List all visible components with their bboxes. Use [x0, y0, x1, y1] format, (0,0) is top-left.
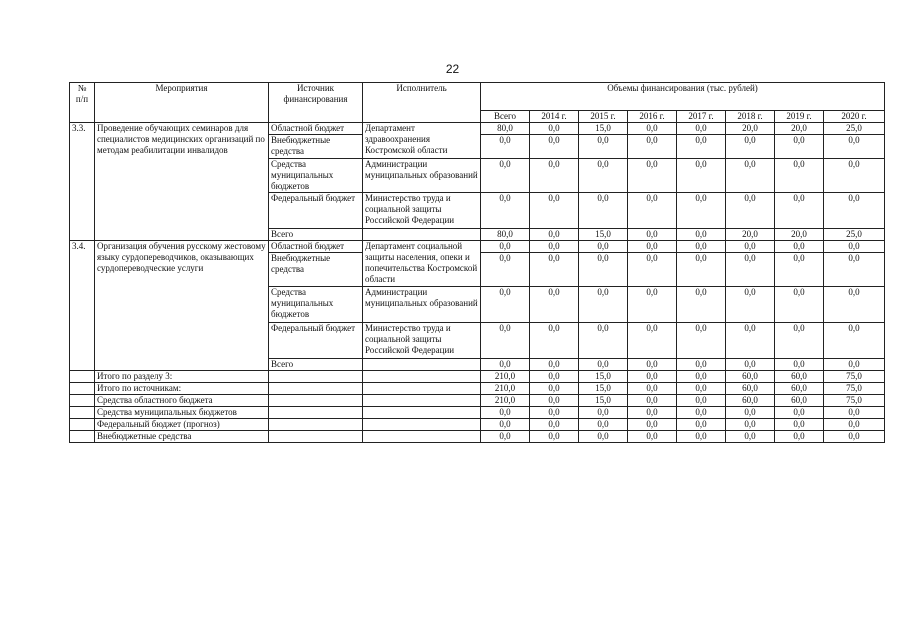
- value-year: 0,0: [530, 383, 579, 395]
- header-num-label: № п/п: [75, 83, 89, 104]
- value-year: 0,0: [530, 407, 579, 419]
- header-year: 2020 г.: [824, 111, 885, 123]
- value-year: 0,0: [677, 431, 726, 443]
- value-year: 0,0: [628, 359, 677, 371]
- value-total: 0,0: [481, 135, 530, 159]
- value-year: 0,0: [677, 253, 726, 287]
- value-year: 0,0: [677, 229, 726, 241]
- totals-label: Федеральный бюджет (прогноз): [95, 419, 269, 431]
- value-year: 60,0: [775, 395, 824, 407]
- empty-cell: [269, 407, 363, 419]
- header-num: [70, 83, 95, 123]
- header-year: 2019 г.: [775, 111, 824, 123]
- value-year: 0,0: [824, 359, 885, 371]
- executor: Администрации муниципальных образований: [363, 159, 481, 193]
- value-year: 15,0: [579, 123, 628, 135]
- table-row: [70, 123, 885, 135]
- totals-row: [70, 383, 885, 395]
- value-year: 0,0: [628, 241, 677, 253]
- value-year: 75,0: [824, 371, 885, 383]
- value-year: 60,0: [726, 383, 775, 395]
- header-total: Всего: [481, 111, 530, 123]
- value-year: 25,0: [824, 229, 885, 241]
- funding-source: Областной бюджет: [269, 123, 363, 135]
- value-total: 0,0: [481, 253, 530, 287]
- header-source: Источник финансирования: [269, 83, 363, 123]
- empty-cell: [363, 419, 481, 431]
- value-year: 0,0: [530, 241, 579, 253]
- value-year: 60,0: [775, 371, 824, 383]
- executor: Департамент здравоохранения Костромской области: [363, 123, 481, 159]
- value-year: 0,0: [579, 431, 628, 443]
- value-total: 210,0: [481, 383, 530, 395]
- totals-row: [70, 371, 885, 383]
- value-year: 0,0: [628, 193, 677, 229]
- header-event: Мероприятия: [95, 83, 269, 123]
- value-year: 0,0: [824, 193, 885, 229]
- funding-source: Федеральный бюджет: [269, 193, 363, 229]
- page-number: 22: [445, 62, 460, 76]
- value-total: 0,0: [481, 159, 530, 193]
- header-funding: Объемы финансирования (тыс. рублей): [481, 83, 885, 111]
- value-year: 0,0: [775, 407, 824, 419]
- value-year: 0,0: [726, 323, 775, 359]
- value-total: 0,0: [481, 431, 530, 443]
- executor: [363, 359, 481, 371]
- value-year: 0,0: [726, 359, 775, 371]
- value-year: 15,0: [579, 395, 628, 407]
- value-year: 0,0: [579, 419, 628, 431]
- value-year: 0,0: [677, 323, 726, 359]
- value-year: 15,0: [579, 229, 628, 241]
- header-year: 2017 г.: [677, 111, 726, 123]
- value-year: 0,0: [579, 193, 628, 229]
- value-year: 0,0: [726, 241, 775, 253]
- value-year: 0,0: [628, 383, 677, 395]
- executor: Министерство труда и социальной защиты Российской Федерации: [363, 323, 481, 359]
- value-year: 0,0: [775, 431, 824, 443]
- value-year: 0,0: [530, 395, 579, 407]
- executor: [363, 229, 481, 241]
- value-year: 0,0: [530, 135, 579, 159]
- value-year: 75,0: [824, 383, 885, 395]
- value-year: 0,0: [824, 407, 885, 419]
- header-executor: Исполнитель: [363, 83, 481, 123]
- value-year: 60,0: [775, 383, 824, 395]
- value-year: 0,0: [824, 159, 885, 193]
- value-year: 15,0: [579, 383, 628, 395]
- value-year: 0,0: [530, 253, 579, 287]
- empty-cell: [70, 419, 95, 431]
- value-year: 0,0: [775, 135, 824, 159]
- value-year: 0,0: [775, 193, 824, 229]
- value-year: 75,0: [824, 395, 885, 407]
- value-year: 0,0: [775, 359, 824, 371]
- empty-cell: [70, 431, 95, 443]
- empty-cell: [269, 395, 363, 407]
- empty-cell: [363, 395, 481, 407]
- value-year: 0,0: [677, 419, 726, 431]
- value-year: 0,0: [677, 383, 726, 395]
- empty-cell: [70, 371, 95, 383]
- value-year: 0,0: [579, 407, 628, 419]
- value-year: 0,0: [726, 419, 775, 431]
- header-year: 2018 г.: [726, 111, 775, 123]
- totals-row: [70, 395, 885, 407]
- value-year: 0,0: [677, 159, 726, 193]
- value-year: 20,0: [726, 123, 775, 135]
- totals-label: Средства областного бюджета: [95, 395, 269, 407]
- value-year: 0,0: [824, 431, 885, 443]
- totals-label: Итого по источникам:: [95, 383, 269, 395]
- value-total: 0,0: [481, 241, 530, 253]
- value-year: 0,0: [824, 419, 885, 431]
- value-year: 0,0: [824, 253, 885, 287]
- empty-cell: [269, 371, 363, 383]
- value-total: 0,0: [481, 419, 530, 431]
- value-total: 210,0: [481, 371, 530, 383]
- empty-cell: [70, 407, 95, 419]
- empty-cell: [269, 419, 363, 431]
- value-year: 0,0: [677, 193, 726, 229]
- totals-row: [70, 407, 885, 419]
- value-year: 0,0: [628, 323, 677, 359]
- totals-label: Внебюджетные средства: [95, 431, 269, 443]
- value-year: 0,0: [726, 159, 775, 193]
- value-year: 0,0: [628, 371, 677, 383]
- value-total: 0,0: [481, 287, 530, 323]
- funding-source: Средства муниципальных бюджетов: [269, 159, 363, 193]
- value-year: 0,0: [677, 135, 726, 159]
- value-year: 0,0: [677, 371, 726, 383]
- value-year: 0,0: [775, 241, 824, 253]
- value-year: 0,0: [530, 431, 579, 443]
- value-year: 0,0: [824, 323, 885, 359]
- funding-source: Всего: [269, 229, 363, 241]
- totals-row: [70, 431, 885, 443]
- value-year: 0,0: [628, 395, 677, 407]
- value-year: 0,0: [726, 253, 775, 287]
- value-year: 0,0: [530, 123, 579, 135]
- value-year: 0,0: [530, 159, 579, 193]
- value-year: 0,0: [530, 229, 579, 241]
- value-year: 0,0: [530, 287, 579, 323]
- empty-cell: [70, 395, 95, 407]
- empty-cell: [363, 383, 481, 395]
- value-total: 210,0: [481, 395, 530, 407]
- value-year: 0,0: [628, 431, 677, 443]
- value-year: 0,0: [677, 241, 726, 253]
- value-year: 0,0: [628, 253, 677, 287]
- value-year: 0,0: [775, 323, 824, 359]
- executor: Департамент социальной защиты населения, опеки и попечительства Костромской области: [363, 241, 481, 287]
- value-year: 0,0: [579, 159, 628, 193]
- funding-source: Всего: [269, 359, 363, 371]
- executor: Администрации муниципальных образований: [363, 287, 481, 323]
- value-total: 80,0: [481, 123, 530, 135]
- totals-label: Итого по разделу 3:: [95, 371, 269, 383]
- funding-source: Внебюджетные средства: [269, 253, 363, 287]
- funding-source: Областной бюджет: [269, 241, 363, 253]
- value-year: 0,0: [775, 287, 824, 323]
- value-year: 0,0: [530, 359, 579, 371]
- value-year: 0,0: [628, 123, 677, 135]
- header-year: 2015 г.: [579, 111, 628, 123]
- value-year: 0,0: [726, 135, 775, 159]
- event-title: Организация обучения русскому жестовому языку сурдопереводчиков, оказывающих сурдопереводческие услуги: [95, 241, 269, 371]
- value-total: 0,0: [481, 359, 530, 371]
- header-year: 2014 г.: [530, 111, 579, 123]
- value-year: 0,0: [628, 287, 677, 323]
- value-year: 0,0: [579, 253, 628, 287]
- header-year: 2016 г.: [628, 111, 677, 123]
- value-year: 0,0: [726, 431, 775, 443]
- value-year: 0,0: [824, 287, 885, 323]
- value-year: 0,0: [775, 159, 824, 193]
- value-year: 0,0: [628, 407, 677, 419]
- table-row: [70, 241, 885, 253]
- value-year: 20,0: [726, 229, 775, 241]
- value-year: 0,0: [628, 419, 677, 431]
- value-year: 0,0: [775, 253, 824, 287]
- value-year: 0,0: [824, 135, 885, 159]
- value-year: 60,0: [726, 371, 775, 383]
- value-year: 0,0: [530, 323, 579, 359]
- funding-source: Средства муниципальных бюджетов: [269, 287, 363, 323]
- value-year: 0,0: [775, 419, 824, 431]
- value-year: 20,0: [775, 123, 824, 135]
- value-year: 0,0: [628, 135, 677, 159]
- value-total: 0,0: [481, 193, 530, 229]
- value-year: 0,0: [677, 395, 726, 407]
- funding-table: [69, 82, 885, 443]
- value-year: 20,0: [775, 229, 824, 241]
- value-year: 0,0: [824, 241, 885, 253]
- value-year: 25,0: [824, 123, 885, 135]
- value-year: 0,0: [677, 359, 726, 371]
- event-number: 3.3.: [70, 123, 95, 241]
- value-year: 0,0: [579, 135, 628, 159]
- value-total: 80,0: [481, 229, 530, 241]
- value-year: 15,0: [579, 371, 628, 383]
- value-year: 0,0: [726, 193, 775, 229]
- empty-cell: [363, 431, 481, 443]
- empty-cell: [363, 371, 481, 383]
- value-year: 0,0: [726, 407, 775, 419]
- value-year: 0,0: [677, 407, 726, 419]
- value-year: 0,0: [677, 287, 726, 323]
- totals-label: Средства муниципальных бюджетов: [95, 407, 269, 419]
- empty-cell: [269, 383, 363, 395]
- executor: Министерство труда и социальной защиты Российской Федерации: [363, 193, 481, 229]
- event-title: Проведение обучающих семинаров для специалистов медицинских организаций по методам реабилитации инвалидов: [95, 123, 269, 241]
- value-year: 0,0: [530, 371, 579, 383]
- value-total: 0,0: [481, 323, 530, 359]
- value-year: 60,0: [726, 395, 775, 407]
- empty-cell: [269, 431, 363, 443]
- totals-row: [70, 419, 885, 431]
- event-number: 3.4.: [70, 241, 95, 371]
- value-year: 0,0: [579, 323, 628, 359]
- value-year: 0,0: [628, 229, 677, 241]
- value-year: 0,0: [530, 419, 579, 431]
- empty-cell: [70, 383, 95, 395]
- value-year: 0,0: [579, 287, 628, 323]
- value-year: 0,0: [677, 123, 726, 135]
- value-year: 0,0: [628, 159, 677, 193]
- funding-source: Внебюджетные средства: [269, 135, 363, 159]
- value-year: 0,0: [579, 359, 628, 371]
- funding-source: Федеральный бюджет: [269, 323, 363, 359]
- value-year: 0,0: [579, 241, 628, 253]
- empty-cell: [363, 407, 481, 419]
- value-year: 0,0: [726, 287, 775, 323]
- value-year: 0,0: [530, 193, 579, 229]
- value-total: 0,0: [481, 407, 530, 419]
